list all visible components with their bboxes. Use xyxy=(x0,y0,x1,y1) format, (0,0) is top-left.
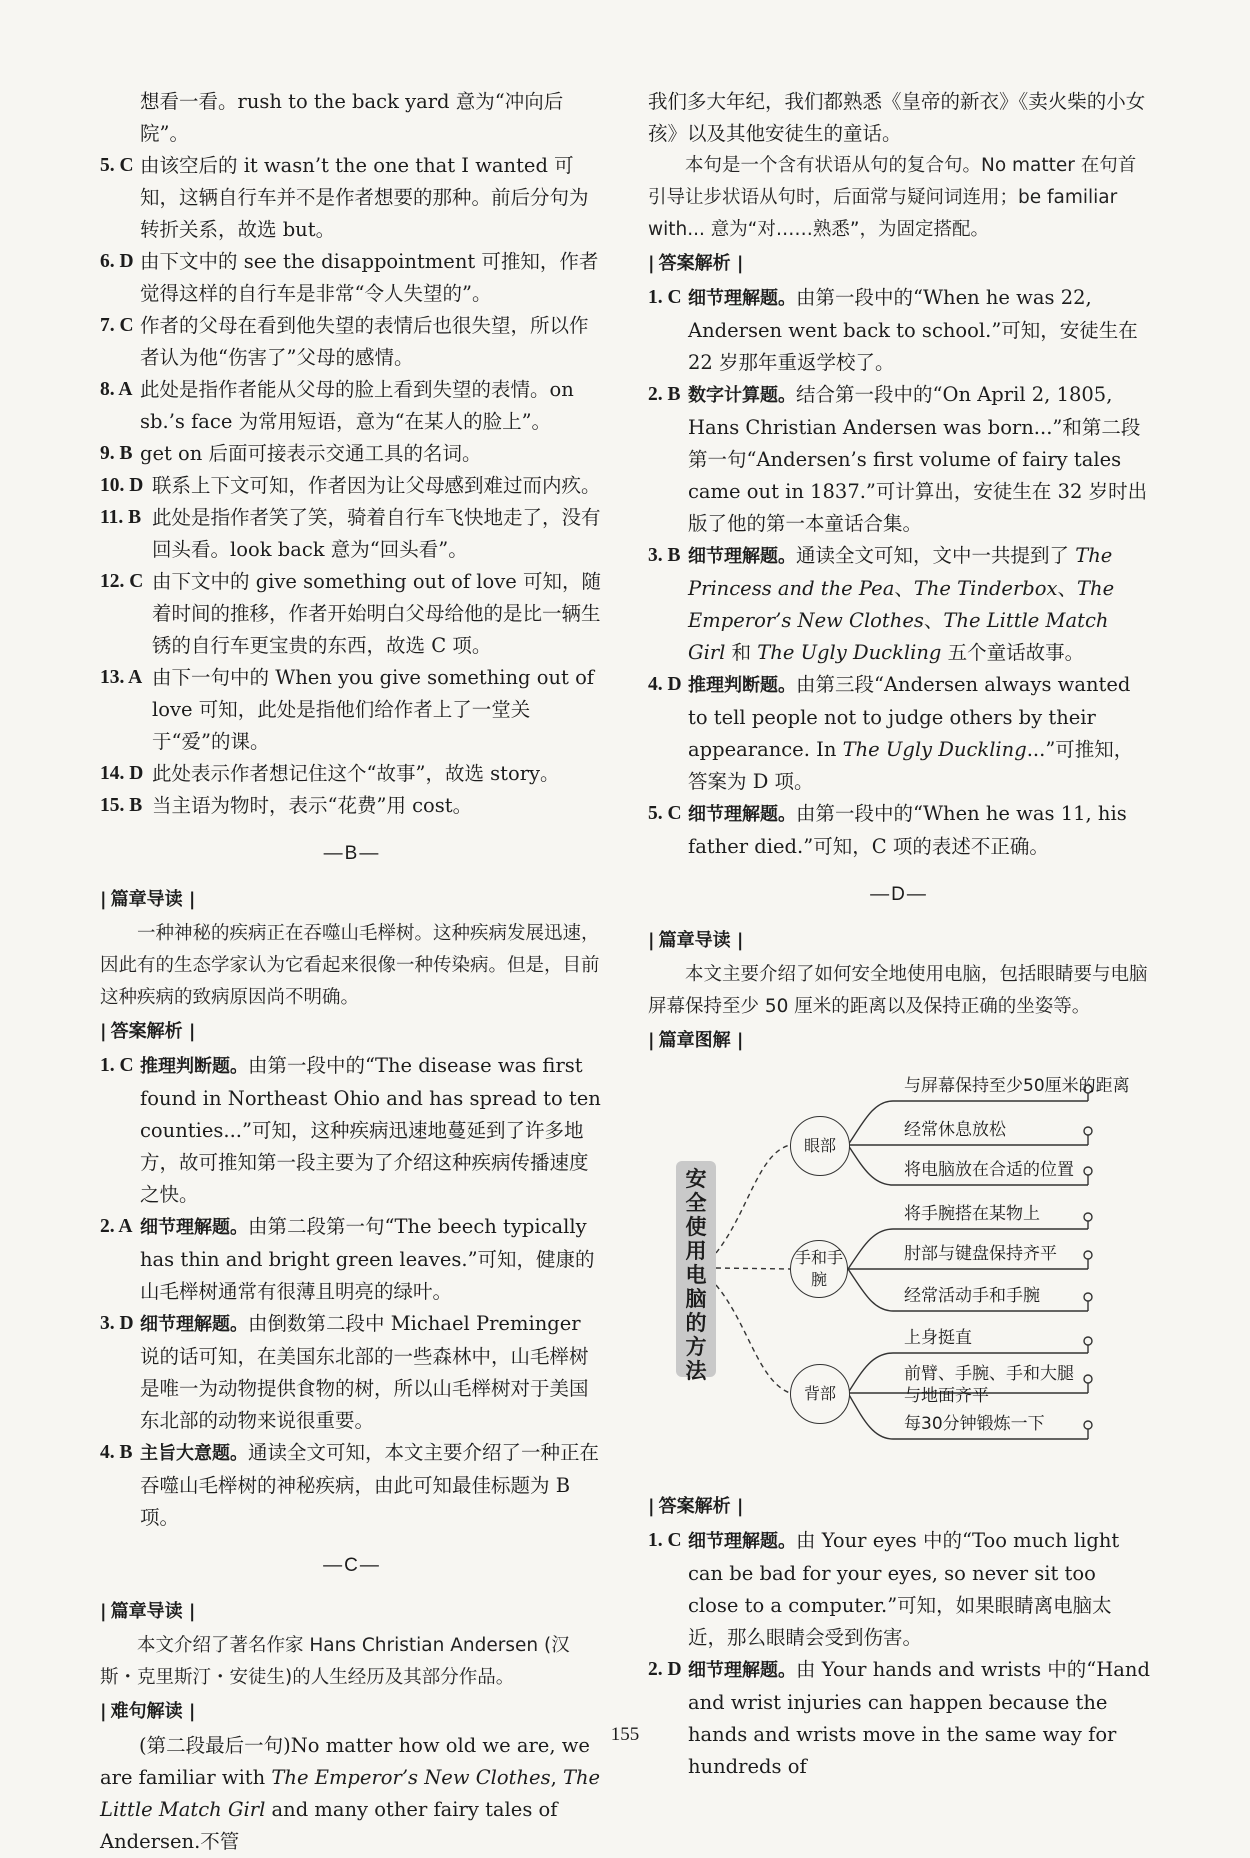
leaf-dot xyxy=(1084,1127,1092,1135)
answers-c-list xyxy=(648,282,1150,863)
difficult-sentence: (第二段最后一句)No matter how old we are, we are familiar with The Emperor’s New Clothes, The Little Match Girl and many other fairy tales of Andersen.不管 xyxy=(100,1734,601,1853)
answer-item: 7. C 作者的父母在看到他失望的表情后也很失望，所以作者认为他“伤害了”父母的感情。 xyxy=(100,314,589,369)
mind-map-center: 安全使用电脑的方法 xyxy=(676,1161,716,1377)
guide-tag: | 篇章导读 | xyxy=(100,1596,604,1628)
leaf-dot xyxy=(1084,1421,1092,1429)
answer-item: 1. C 细节理解题。由 Your eyes 中的“Too much light can be bad for your eyes, so never sit too close to a computer.”可知，如果眼睛离电脑太近，那么眼睛会受到伤害。 xyxy=(648,1529,1120,1649)
guide-tag: | 篇章导读 | xyxy=(100,884,604,916)
diagram-tag: | 篇章图解 | xyxy=(648,1025,1150,1057)
answer-item: 9. B get on 后面可接表示交通工具的名词。 xyxy=(100,442,482,465)
section-b-title: —B— xyxy=(323,843,381,864)
difficult-translation: 我们多大年纪，我们都熟悉《皇帝的新衣》《卖火柴的小女孩》以及其他安徒生的童话。 xyxy=(648,90,1146,145)
mind-map-connectors xyxy=(648,1063,1150,1485)
answers-b-list xyxy=(100,1050,604,1534)
left-column xyxy=(100,86,604,1858)
continued-line: 想看一看。rush to the back yard 意为“冲向后院”。 xyxy=(140,90,564,145)
answer-tag: | 答案解析 | xyxy=(100,1016,604,1048)
answer-item: 3. D 细节理解题。由倒数第二段中 Michael Preminger 说的话可知，在美国东北部的一些森林中，山毛榉树是唯一为动物提供食物的树，所以山毛榉树对于美国东北部的动物来说很重要。 xyxy=(100,1312,589,1432)
page-number: 155 xyxy=(610,1724,640,1745)
leaf-dot xyxy=(1084,1337,1092,1345)
connector-eyes xyxy=(716,1145,790,1253)
section-c-title: —C— xyxy=(323,1555,381,1576)
answer-tag: | 答案解析 | xyxy=(648,248,1150,280)
answer-item: 10. D 联系上下文可知，作者因为让父母感到难过而内疚。 xyxy=(100,474,601,497)
right-column xyxy=(648,86,1150,1783)
mind-map xyxy=(648,1063,1150,1485)
leaf-label: 前臂、手腕、手和大腿与地面齐平 xyxy=(904,1364,1074,1406)
connector-back xyxy=(716,1285,790,1393)
answer-item: 4. D 推理判断题。由第三段“Andersen always wanted to tell people not to judge others by their appearance. In The Ugly Duckling...”可推知，答案为 D 项。 xyxy=(648,673,1134,793)
leaf-dot xyxy=(1084,1375,1092,1383)
grammar-note: 本句是一个含有状语从句的复合句。No matter 在句首引导让步状语从句时，后面常与疑问词连用；be familiar with... 意为“对……熟悉”，为固定搭配。 xyxy=(648,155,1137,240)
leaf-dot xyxy=(1084,1293,1092,1301)
leaf-label: 将电脑放在合适的位置 xyxy=(904,1160,1074,1180)
answer-item: 15. B 当主语为物时，表示“花费”用 cost。 xyxy=(100,794,473,817)
section-d-title: —D— xyxy=(870,884,928,905)
answer-tag: | 答案解析 | xyxy=(648,1491,1150,1523)
leaf-label: 上身挺直 xyxy=(904,1328,972,1348)
connector-hands xyxy=(716,1268,790,1269)
leaf-label: 将手腕搭在某物上 xyxy=(904,1204,1040,1224)
leaf-label: 每30分钟锻炼一下 xyxy=(904,1414,1045,1434)
answer-item: 8. A 此处是指作者能从父母的脸上看到失望的表情。on sb.’s face 为常用短语，意为“在某人的脸上”。 xyxy=(100,378,574,433)
node-back: 背部 xyxy=(790,1364,850,1424)
answer-item: 1. C 推理判断题。由第一段中的“The disease was first found in Northeast Ohio and has spread to ten counties...”可知，这种疾病迅速地蔓延到了许多地方，故可推知第一段主要为了介绍这种疾病传播速度之快。 xyxy=(100,1054,601,1206)
answer-item: 5. C 由该空后的 it wasn’t the one that I wanted 可知，这辆自行车并不是作者想要的那种。前后分句为转折关系，故选 but。 xyxy=(100,154,589,241)
answer-item: 6. D 由下文中的 see the disappointment 可推知，作者觉得这样的自行车是非常“令人失望的”。 xyxy=(100,250,599,305)
leaf-dot xyxy=(1084,1213,1092,1221)
answers-a-list xyxy=(100,150,604,822)
answer-item: 5. C 细节理解题。由第一段中的“When he was 11, his father died.”可知，C 项的表述不正确。 xyxy=(648,802,1127,858)
node-eyes: 眼部 xyxy=(790,1116,850,1176)
answer-item: 3. B 细节理解题。通读全文可知，文中一共提到了 The Princess and the Pea、The Tinderbox、The Emperor’s New Clothes、The Little Match Girl 和 The Ugly Duckling 五个童话故事。 xyxy=(648,544,1115,664)
answer-item: 2. A 细节理解题。由第二段第一句“The beech typically has thin and bright green leaves.”可知，健康的山毛榉树通常有很薄且明亮的绿叶。 xyxy=(100,1215,595,1303)
guide-c-text: 本文介绍了著名作家 Hans Christian Andersen (汉斯・克里斯汀・安徒生)的人生经历及其部分作品。 xyxy=(100,1635,570,1688)
leaf-label: 与屏幕保持至少50厘米的距离 xyxy=(904,1076,1130,1096)
guide-d-text: 本文主要介绍了如何安全地使用电脑，包括眼睛要与电脑屏幕保持至少 50 厘米的距离以及保持正确的坐姿等。 xyxy=(648,964,1148,1017)
leaf-dot xyxy=(1084,1167,1092,1175)
answer-item: 14. D 此处表示作者想记住这个“故事”，故选 story。 xyxy=(100,762,560,785)
node-hands: 手和手腕 xyxy=(790,1240,848,1298)
answer-item: 1. C 细节理解题。由第一段中的“When he was 22, Andersen went back to school.”可知，安徒生在 22 岁那年重返学校了。 xyxy=(648,286,1138,374)
answer-item: 2. B 数字计算题。结合第一段中的“On April 2, 1805, Hans Christian Andersen was born...”和第二段第一句“Andersen’s first volume of fairy tales came out in 1837.”可计算出，安徒生在 32 岁时出版了他的第一本童话合集。 xyxy=(648,383,1148,535)
difficult-tag: | 难句解读 | xyxy=(100,1696,604,1728)
guide-b-text: 一种神秘的疾病正在吞噬山毛榉树。这种疾病发展迅速，因此有的生态学家认为它看起来很像一种传染病。但是，目前这种疾病的致病原因尚不明确。 xyxy=(100,923,600,1008)
answer-item: 4. B 主旨大意题。通读全文可知，本文主要介绍了一种正在吞噬山毛榉树的神秘疾病，由此可知最佳标题为 B 项。 xyxy=(100,1441,600,1529)
leaf-label: 肘部与键盘保持齐平 xyxy=(904,1244,1057,1264)
answer-item: 2. D 细节理解题。由 Your hands and wrists 中的“Hand and wrist injuries can happen because the hands and wrists move in the same way for hundreds of xyxy=(648,1658,1150,1778)
leaf-label: 经常活动手和手腕 xyxy=(904,1286,1040,1306)
answer-item: 11. B 此处是指作者笑了笑，骑着自行车飞快地走了，没有回头看。look back 意为“回头看”。 xyxy=(100,506,601,561)
guide-tag: | 篇章导读 | xyxy=(648,925,1150,957)
answer-item: 12. C 由下文中的 give something out of love 可知，随着时间的推移，作者开始明白父母给他的是比一辆生锈的自行车更宝贵的东西，故选 C 项。 xyxy=(100,570,602,657)
leaf-label: 经常休息放松 xyxy=(904,1120,1006,1140)
answer-item: 13. A 由下一句中的 When you give something out of love 可知，此处是指他们给作者上了一堂关于“爱”的课。 xyxy=(100,666,595,753)
leaf-dot xyxy=(1084,1251,1092,1259)
